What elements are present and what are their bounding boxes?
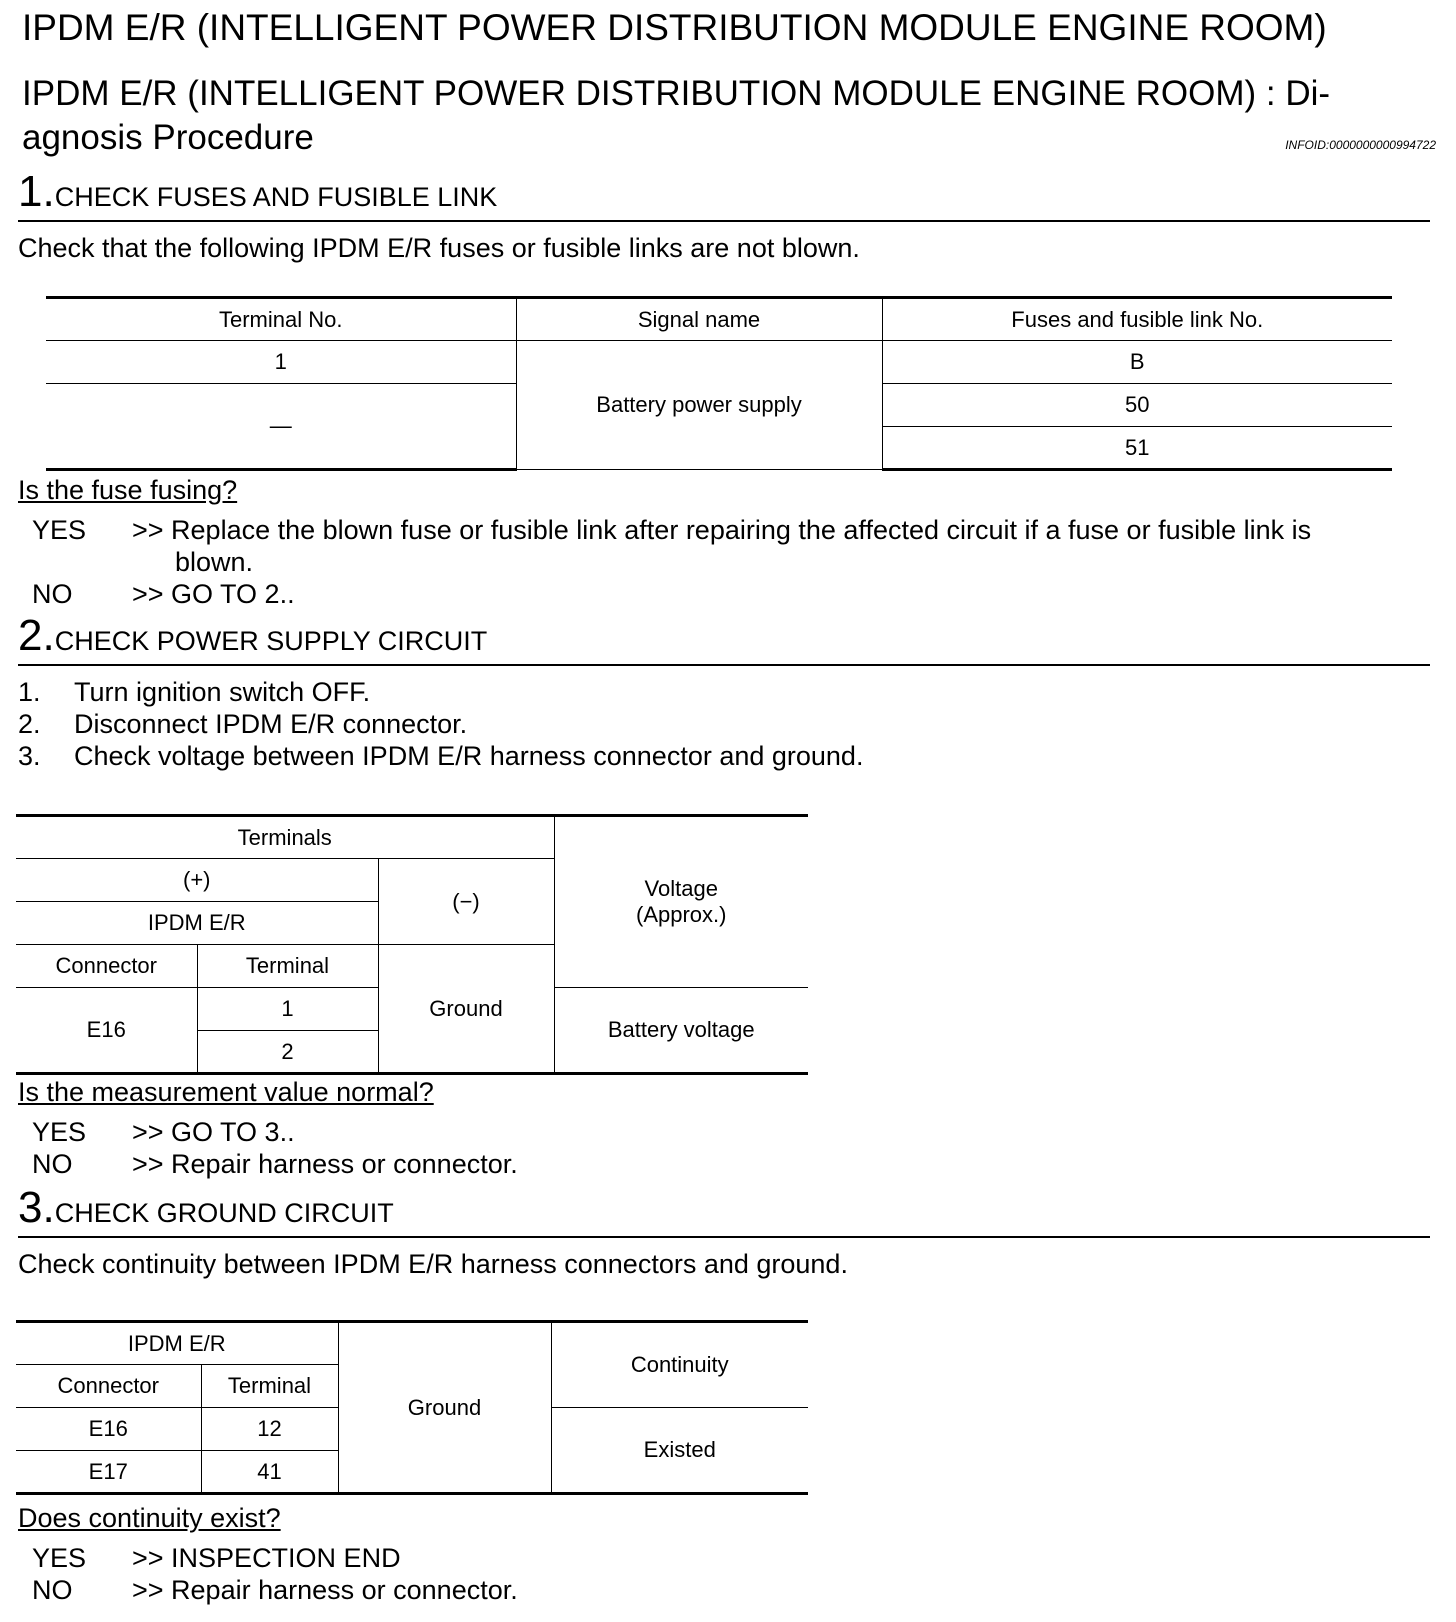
yes-label: YES: [32, 515, 87, 545]
connector-cell: E16: [16, 988, 197, 1074]
yes-text: >> Replace the blown fuse or fusible link after repairing the affected circuit if a fuse or fusible link is: [132, 515, 1312, 545]
step-1-instruction: Check that the following IPDM E/R fuses or fusible links are not blown.: [18, 233, 860, 263]
connector-header: Connector: [16, 1365, 201, 1408]
voltage-table: [16, 814, 808, 1075]
voltage-header: [554, 816, 808, 988]
step-1-yes: [32, 514, 1427, 578]
step-2-list-item: [18, 740, 863, 772]
page-subtitle: IPDM E/R (INTELLIGENT POWER DISTRIBUTION MODULE ENGINE ROOM) : Di-agnosis Procedure: [22, 74, 1331, 157]
fuse-cell: 51: [882, 427, 1392, 470]
yes-text: >> INSPECTION END: [132, 1543, 401, 1573]
step-3-header: [18, 1180, 1430, 1238]
terminal-cell: 2: [197, 1031, 378, 1074]
connector-cell: E17: [16, 1451, 201, 1494]
terminal-header: Terminal: [201, 1365, 338, 1408]
continuity-header: Continuity: [551, 1322, 808, 1408]
step-1-question: Is the fuse fusing?: [18, 475, 238, 505]
no-label: NO: [32, 1149, 73, 1179]
connector-header: Connector: [16, 945, 197, 988]
list-text: Turn ignition switch OFF.: [74, 677, 371, 707]
voltage-label: Voltage: [644, 876, 718, 901]
list-number: 1.: [18, 677, 41, 707]
list-number: 3.: [18, 741, 41, 771]
voltage-cell: Battery voltage: [554, 988, 808, 1074]
terminal-cell: 12: [201, 1408, 338, 1451]
header-fuses: Fuses and fusible link No.: [882, 298, 1392, 341]
list-number: 2.: [18, 709, 41, 739]
step-3-instruction: Check continuity between IPDM E/R harness connectors and ground.: [18, 1249, 848, 1279]
plus-header: (+): [16, 859, 378, 902]
no-text: >> Repair harness or connector.: [132, 1149, 518, 1179]
step-2-list-item: [18, 676, 370, 708]
ipdm-header: IPDM E/R: [16, 902, 378, 945]
fuse-cell: B: [882, 341, 1392, 384]
ground-cell: Ground: [378, 945, 554, 1074]
terminal-cell: —: [46, 384, 516, 470]
terminals-header: Terminals: [16, 816, 554, 859]
no-label: NO: [32, 1575, 73, 1605]
yes-label: YES: [32, 1117, 87, 1147]
ipdm-header: IPDM E/R: [16, 1322, 338, 1365]
header-terminal-no: Terminal No.: [46, 298, 516, 341]
step-2-number: 2.: [18, 611, 55, 660]
list-text: Disconnect IPDM E/R connector.: [74, 709, 468, 739]
step-1-header: [18, 164, 1430, 222]
terminal-cell: 41: [201, 1451, 338, 1494]
step-2-list-item: [18, 708, 467, 740]
step-2-header: [18, 608, 1430, 666]
yes-text-continued: blown.: [175, 547, 254, 577]
step-3-title: CHECK GROUND CIRCUIT: [54, 1198, 394, 1228]
terminal-header: Terminal: [197, 945, 378, 988]
yes-label: YES: [32, 1543, 87, 1573]
info-id: INFOID:0000000000994722: [1285, 138, 1436, 152]
terminal-cell: 1: [46, 341, 516, 384]
step-3-number: 3.: [18, 1183, 55, 1232]
no-text: >> Repair harness or connector.: [132, 1575, 518, 1605]
step-2-title: CHECK POWER SUPPLY CIRCUIT: [54, 626, 488, 656]
step-1-number: 1.: [18, 167, 55, 216]
step-3-yes: [32, 1542, 1427, 1574]
list-text: Check voltage between IPDM E/R harness connector and ground.: [74, 741, 864, 771]
minus-header: (−): [378, 859, 554, 945]
fuse-cell: 50: [882, 384, 1392, 427]
continuity-table: [16, 1320, 808, 1495]
no-text: >> GO TO 2..: [132, 579, 295, 609]
signal-cell: Battery power supply: [516, 341, 882, 470]
approx-label: (Approx.): [636, 902, 727, 927]
step-2-question: Is the measurement value normal?: [18, 1077, 434, 1107]
step-1-no: [32, 578, 1427, 610]
ground-cell: Ground: [338, 1322, 551, 1494]
no-label: NO: [32, 579, 73, 609]
step-2-yes: [32, 1116, 1427, 1148]
connector-cell: E16: [16, 1408, 201, 1451]
terminal-cell: 1: [197, 988, 378, 1031]
step-3-no: [32, 1574, 1427, 1606]
page-title: IPDM E/R (INTELLIGENT POWER DISTRIBUTION MODULE ENGINE ROOM): [22, 7, 1327, 48]
step-2-no: [32, 1148, 1427, 1180]
step-1-title: CHECK FUSES AND FUSIBLE LINK: [54, 182, 498, 212]
yes-text: >> GO TO 3..: [132, 1117, 295, 1147]
existed-cell: Existed: [551, 1408, 808, 1494]
header-signal-name: Signal name: [516, 298, 882, 341]
fuse-table: [46, 296, 1392, 471]
step-3-question: Does continuity exist?: [18, 1503, 281, 1533]
